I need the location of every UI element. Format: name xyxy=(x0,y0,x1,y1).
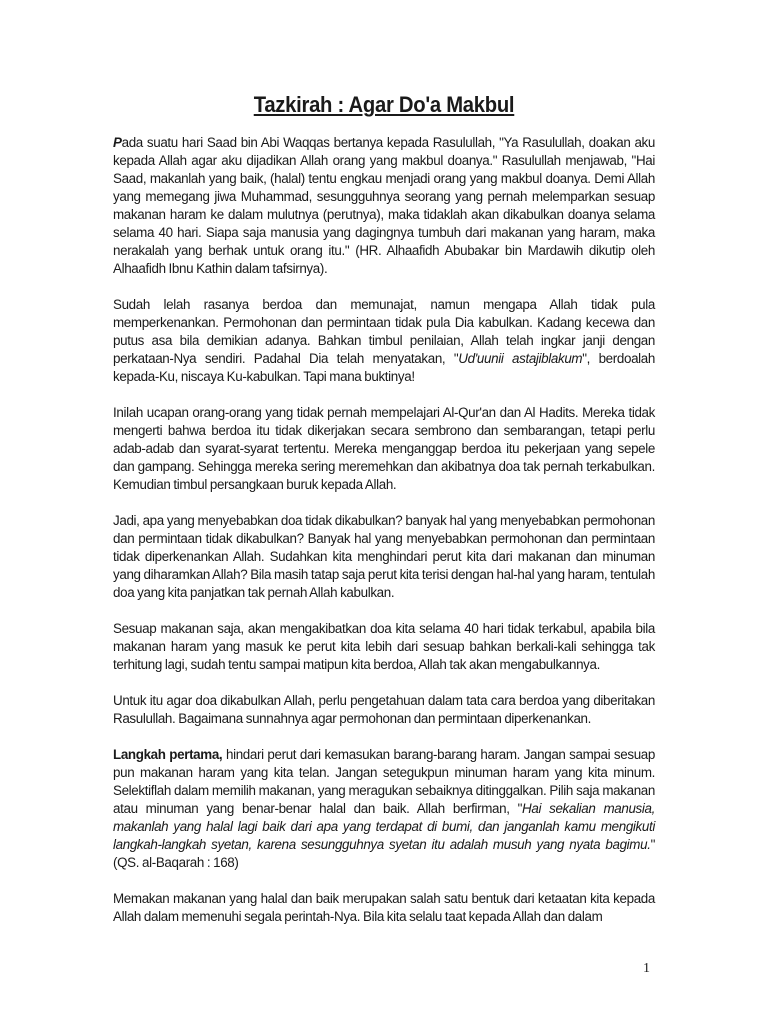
document-body xyxy=(113,134,655,926)
paragraph-7-text-before: hindari perut dari kemasukan barang-barang haram. Jangan sampai sesuap pun makanan haram yang kita telan. Jangan setegukpun minuman haram yang kita minum. Selektiflah dalam memilih makanan, yang meragukan sebaiknya ditinggalkan. Pilih saja makanan atau minuman yang benar-benar halal dan baik. Allah berfirman, " xyxy=(113,747,656,816)
document-title: Tazkirah : Agar Do'a Makbul xyxy=(253,92,515,117)
paragraph-2-quote: Ud'uunii astajiblakum xyxy=(458,351,583,366)
paragraph-7 xyxy=(113,746,655,872)
paragraph-1-text: ada suatu hari Saad bin Abi Waqqas bertanya kepada Rasulullah, "Ya Rasulullah, doakan aku kepada Allah agar aku dijadikan Allah orang yang makbul doanya." Rasulullah menjawab, "Hai Saad, makanlah yang baik, (halal) tentu engkau menjadi orang yang makbul doanya. Demi Allah yang memegang jiwa Muhammad, sesungguhnya seorang yang pernah melemparkan sesuap makanan haram ke dalam mulutnya (perutnya), maka tidaklah akan dikabulkan doanya selama selama 40 hari. Siapa saja manusia yang dagingnya tumbuh dari makanan yang haram, maka nerakalah yang berhak untuk orang itu." (HR. Alhaafidh Abubakar bin Mardawih dikutip oleh Alhaafidh Ibnu Kathin dalam tafsirnya). xyxy=(113,135,655,276)
paragraph-1 xyxy=(113,134,655,278)
paragraph-2 xyxy=(113,296,655,386)
paragraph-7-quote: Hai sekalian manusia, makanlah yang halal lagi baik dari apa yang terdapat di bumi, dan janganlah kamu mengikuti langkah-langkah syetan, karena sesungguhnya syetan itu adalah musuh yang nyata bagimu. xyxy=(113,801,655,852)
paragraph-2-text-before: Sudah lelah rasanya berdoa dan memunajat, namun mengapa Allah tidak pula memperkenankan. Permohonan dan permintaan tidak pula Dia kabulkan. Kadang kecewa dan putus asa bila demikian adanya. Bahkan timbul penilaian, Allah telah ingkar janji dengan perkataan-Nya sendiri. Padahal Dia telah menyatakan, " xyxy=(113,297,655,366)
paragraph-2-text-after: ", berdoalah kepada-Ku, niscaya Ku-kabulkan. Tapi mana buktinya! xyxy=(113,351,656,384)
paragraph-5: Sesuap makanan saja, akan mengakibatkan doa kita selama 40 hari tidak terkabul, apabila bila makanan haram yang masuk ke perut kita lebih dari sesuap bahkan berkali-kali sehingga tak terhitung lagi, sudah tentu sampai matipun kita berdoa, Allah tak akan mengabulkannya. xyxy=(113,621,655,672)
paragraph-7-lead: Langkah pertama, xyxy=(113,747,223,762)
drop-cap: P xyxy=(113,135,122,150)
page-number: 1 xyxy=(643,961,650,976)
paragraph-3: Inilah ucapan orang-orang yang tidak pernah mempelajari Al-Qur'an dan Al Hadits. Mereka tidak mengerti bahwa berdoa itu tidak dikerjakan secara sembrono dan sembarangan, tetapi perlu adab-adab dan syarat-syarat tertentu. Mereka menganggap berdoa itu pekerjaan yang sepele dan gampang. Sehingga mereka sering meremehkan dan akibatnya doa tak pernah terkabulkan. Kemudian timbul persangkaan buruk kepada Allah. xyxy=(113,405,655,492)
paragraph-8: Memakan makanan yang halal dan baik merupakan salah satu bentuk dari ketaatan kita kepada Allah dalam memenuhi segala perintah-Nya. Bila kita selalu taat kepada Allah dan dalam xyxy=(113,891,655,924)
paragraph-7-text-after: " (QS. al-Baqarah : 168) xyxy=(113,837,655,870)
paragraph-6: Untuk itu agar doa dikabulkan Allah, perlu pengetahuan dalam tata cara berdoa yang diberitakan Rasulullah. Bagaimana sunnahnya agar permohonan dan permintaan diperkenankan. xyxy=(113,693,655,726)
paragraph-4: Jadi, apa yang menyebabkan doa tidak dikabulkan? banyak hal yang menyebabkan permohonan dan permintaan tidak dikabulkan? Banyak hal yang menyebabkan permohonan dan permintaan tidak diperkenankan Allah. Sudahkan kita menghindari perut kita dari makanan dan minuman yang diharamkan Allah? Bila masih tatap saja perut kita terisi dengan hal-hal yang haram, tentulah doa yang kita panjatkan tak pernah Allah kabulkan. xyxy=(113,513,655,600)
